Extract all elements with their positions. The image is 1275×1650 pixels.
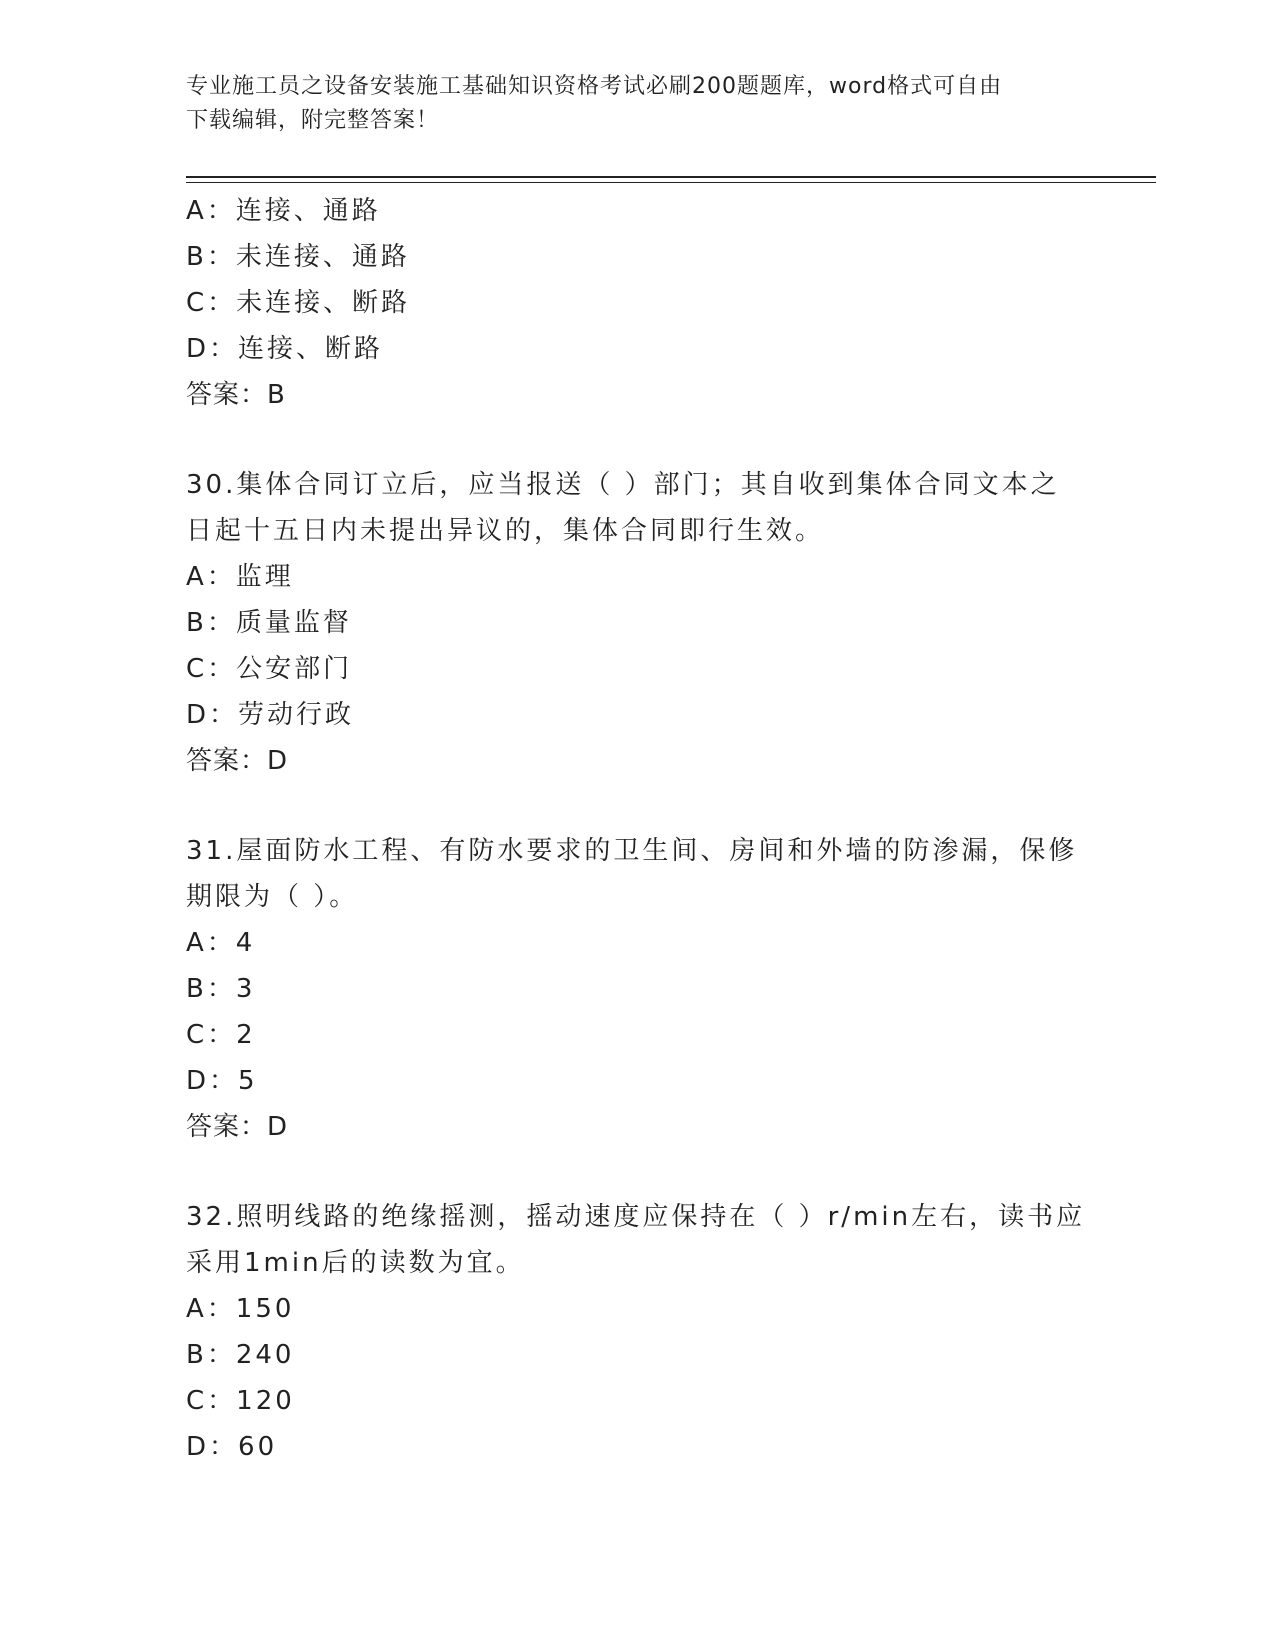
question-item bbox=[186, 1194, 1086, 1470]
option-d: D：60 bbox=[186, 1432, 278, 1462]
option-c: C：未连接、断路 bbox=[186, 288, 411, 318]
header-line-1: 专业施工员之设备安装施工基础知识资格考试必刷200题题库，word格式可自由 bbox=[186, 74, 1003, 99]
answer-line bbox=[186, 1104, 1086, 1150]
header-line-2: 下载编辑，附完整答案！ bbox=[186, 108, 440, 133]
answer-label: 答案： bbox=[186, 380, 268, 410]
option-a: A：4 bbox=[186, 928, 256, 958]
question-item bbox=[186, 828, 1086, 1150]
question-list bbox=[186, 188, 1086, 1470]
question-item bbox=[186, 462, 1086, 784]
option-d: D：5 bbox=[186, 1066, 258, 1096]
document-header bbox=[186, 70, 1086, 138]
option-a: A：连接、通路 bbox=[186, 196, 381, 226]
answer-value: D bbox=[267, 746, 289, 776]
question-stem-line: 32.照明线路的绝缘摇测，摇动速度应保持在（ ）r/min左右，读书应 bbox=[186, 1202, 1086, 1232]
question-stem-line: 采用1min后的读数为宜。 bbox=[186, 1248, 525, 1278]
option-a: A：监理 bbox=[186, 562, 294, 592]
option-a: A：150 bbox=[186, 1294, 295, 1324]
header-divider-thin bbox=[186, 182, 1156, 183]
answer-label: 答案： bbox=[186, 746, 268, 776]
question-stem-line: 31.屋面防水工程、有防水要求的卫生间、房间和外墙的防渗漏，保修 bbox=[186, 836, 1078, 866]
question-stem-line: 期限为（ ）。 bbox=[186, 882, 359, 912]
option-c: C：公安部门 bbox=[186, 654, 353, 684]
option-b: B：240 bbox=[186, 1340, 295, 1370]
header-divider-thick bbox=[186, 176, 1156, 178]
option-b: B：未连接、通路 bbox=[186, 242, 410, 272]
answer-line bbox=[186, 738, 1086, 784]
option-d: D：劳动行政 bbox=[186, 700, 355, 730]
question-stem-line: 日起十五日内未提出异议的，集体合同即行生效。 bbox=[186, 516, 825, 546]
answer-label: 答案： bbox=[186, 1112, 268, 1142]
answer-value: D bbox=[267, 1112, 289, 1142]
answer-value: B bbox=[267, 380, 286, 410]
question-stem-line: 30.集体合同订立后，应当报送（ ）部门；其自收到集体合同文本之 bbox=[186, 470, 1060, 500]
option-d: D：连接、断路 bbox=[186, 334, 384, 364]
question-item bbox=[186, 188, 1086, 418]
option-c: C：2 bbox=[186, 1020, 256, 1050]
answer-line bbox=[186, 372, 1086, 418]
option-b: B：质量监督 bbox=[186, 608, 352, 638]
option-c: C：120 bbox=[186, 1386, 295, 1416]
option-b: B：3 bbox=[186, 974, 256, 1004]
